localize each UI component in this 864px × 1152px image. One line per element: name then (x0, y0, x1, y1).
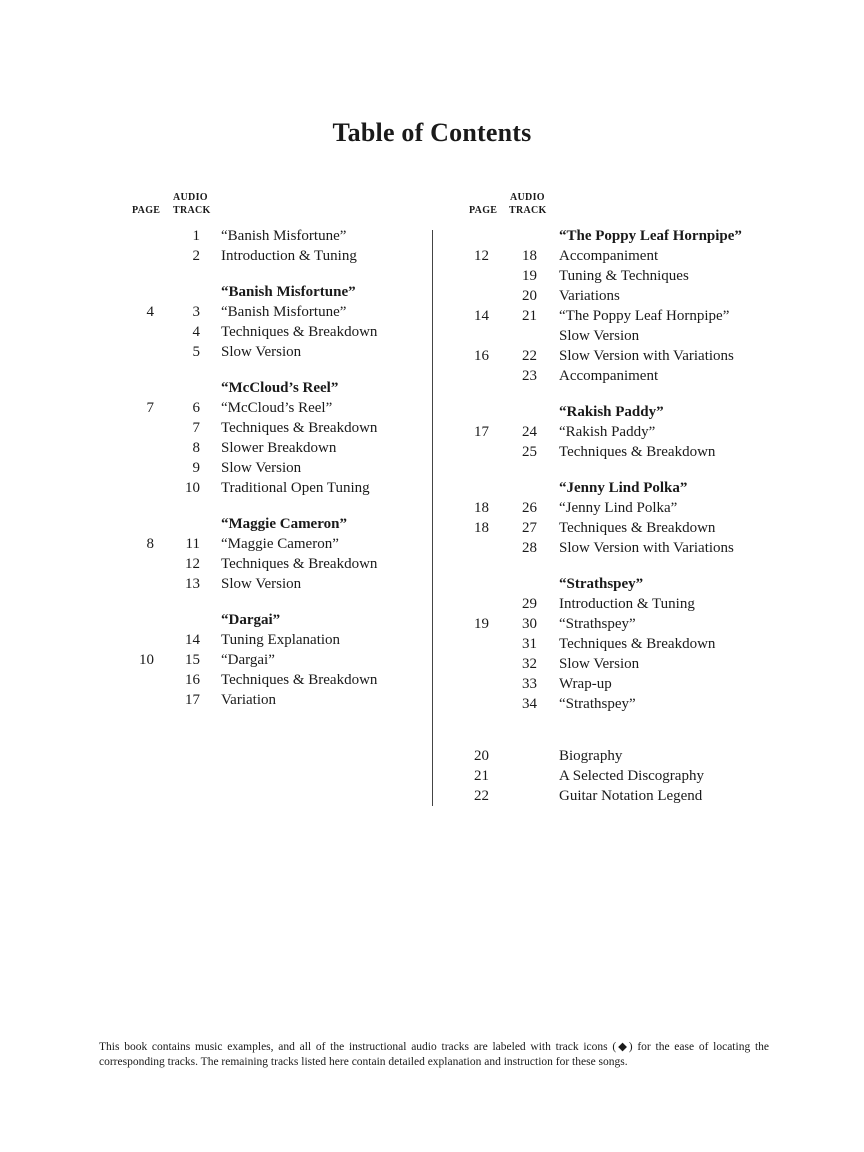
track-number: 31 (522, 636, 537, 652)
page-number: 18 (474, 500, 489, 516)
track-number: 14 (185, 632, 200, 648)
entry-title: Techniques & Breakdown (559, 444, 716, 460)
track-number: 25 (522, 444, 537, 460)
page-title: Table of Contents (332, 118, 532, 147)
track-number: 15 (185, 652, 200, 668)
entry-title: “Jenny Lind Polka” (559, 500, 678, 516)
entry-title: Slow Version with Variations (559, 348, 734, 364)
track-number: 20 (522, 288, 537, 304)
track-number: 5 (192, 344, 200, 360)
page-number: 18 (474, 520, 489, 536)
track-number: 27 (522, 520, 537, 536)
track-number: 16 (185, 672, 200, 688)
section-title: “The Poppy Leaf Hornpipe” (559, 228, 742, 244)
entry-title: Slow Version (221, 576, 302, 592)
page-number: 7 (146, 400, 154, 416)
entry-title: Techniques & Breakdown (559, 636, 716, 652)
entry-title: Biography (559, 748, 623, 764)
track-number: 34 (522, 696, 537, 712)
page-number: 19 (474, 616, 489, 632)
track-number: 17 (185, 692, 200, 708)
entry-title: “McCloud’s Reel” (221, 400, 333, 416)
entry-title: “Banish Misfortune” (221, 228, 347, 244)
entry-title: A Selected Discography (559, 768, 704, 784)
track-column-header-right: TRACK (509, 205, 547, 216)
entry-title: Slow Version (559, 656, 640, 672)
section-title: “Strathspey” (559, 576, 644, 592)
entry-title: Slow Version (221, 344, 302, 360)
page-number: 12 (474, 248, 489, 264)
entry-title: Wrap-up (559, 676, 612, 692)
page-number: 16 (474, 348, 489, 364)
page-number: 20 (474, 748, 489, 764)
entry-title: Traditional Open Tuning (221, 480, 370, 496)
entry-title: Techniques & Breakdown (221, 672, 378, 688)
entry-title: “Rakish Paddy” (559, 424, 656, 440)
entry-title: Variation (221, 692, 276, 708)
entry-title: Tuning Explanation (221, 632, 341, 648)
page-number: 21 (474, 768, 489, 784)
entry-title: Slower Breakdown (221, 440, 337, 456)
page-number: 4 (146, 304, 154, 320)
column-divider (432, 230, 433, 806)
entry-title: Techniques & Breakdown (559, 520, 716, 536)
entry-title: Variations (559, 288, 620, 304)
entry-title: Slow Version with Variations (559, 540, 734, 556)
section-title: “Rakish Paddy” (559, 404, 664, 420)
footnote: This book contains music examples, and all of the instructional audio tracks are labeled with track icons (◆) for the ease of locating the corresponding tracks. The remaining tracks listed here contain detailed explanation and instruction for these songs. (99, 1041, 769, 1068)
track-number: 12 (185, 556, 200, 572)
entry-title: Introduction & Tuning (221, 248, 357, 264)
entry-title: “Strathspey” (559, 696, 636, 712)
entry-title: “Strathspey” (559, 616, 636, 632)
audio-column-header: AUDIO (173, 192, 208, 203)
track-number: 19 (522, 268, 537, 284)
track-number: 4 (192, 324, 200, 340)
track-number: 24 (522, 424, 537, 440)
track-number: 3 (192, 304, 200, 320)
track-number: 9 (192, 460, 200, 476)
entry-title: Slow Version (221, 460, 302, 476)
page-number: 22 (474, 788, 489, 804)
track-number: 18 (522, 248, 537, 264)
track-number: 33 (522, 676, 537, 692)
section-title: “McCloud’s Reel” (221, 380, 339, 396)
entry-title: Tuning & Techniques (559, 268, 689, 284)
section-title: “Dargai” (221, 612, 281, 628)
page-number: 14 (474, 308, 489, 324)
entry-title: Techniques & Breakdown (221, 556, 378, 572)
track-number: 2 (192, 248, 200, 264)
audio-column-header-right: AUDIO (510, 192, 545, 203)
page-column-header-right: PAGE (469, 205, 498, 216)
entry-title: Guitar Notation Legend (559, 788, 703, 804)
entry-title: Accompaniment (559, 248, 659, 264)
track-number: 8 (192, 440, 200, 456)
entry-title: “Dargai” (221, 652, 275, 668)
track-number: 32 (522, 656, 537, 672)
track-number: 7 (192, 420, 200, 436)
entry-title: “Banish Misfortune” (221, 304, 347, 320)
entry-title: Accompaniment (559, 368, 659, 384)
track-number: 22 (522, 348, 537, 364)
section-title: “Jenny Lind Polka” (559, 480, 688, 496)
track-number: 23 (522, 368, 537, 384)
track-number: 30 (522, 616, 537, 632)
page-number: 17 (474, 424, 489, 440)
track-number: 1 (192, 228, 200, 244)
track-number: 6 (192, 400, 200, 416)
entry-title: Introduction & Tuning (559, 596, 695, 612)
track-number: 10 (185, 480, 200, 496)
entry-title: Techniques & Breakdown (221, 324, 378, 340)
section-title: “Banish Misfortune” (221, 284, 356, 300)
page-column-header: PAGE (132, 205, 161, 216)
track-number: 26 (522, 500, 537, 516)
track-column-header: TRACK (173, 205, 211, 216)
track-number: 11 (185, 536, 200, 552)
entry-title: Slow Version (559, 328, 640, 344)
track-number: 28 (522, 540, 537, 556)
track-number: 21 (522, 308, 537, 324)
entry-title: “The Poppy Leaf Hornpipe” (559, 308, 730, 324)
entry-title: Techniques & Breakdown (221, 420, 378, 436)
track-number: 13 (185, 576, 200, 592)
page-number: 10 (139, 652, 154, 668)
entry-title: “Maggie Cameron” (221, 536, 339, 552)
section-title: “Maggie Cameron” (221, 516, 347, 532)
page-number: 8 (146, 536, 154, 552)
track-number: 29 (522, 596, 537, 612)
